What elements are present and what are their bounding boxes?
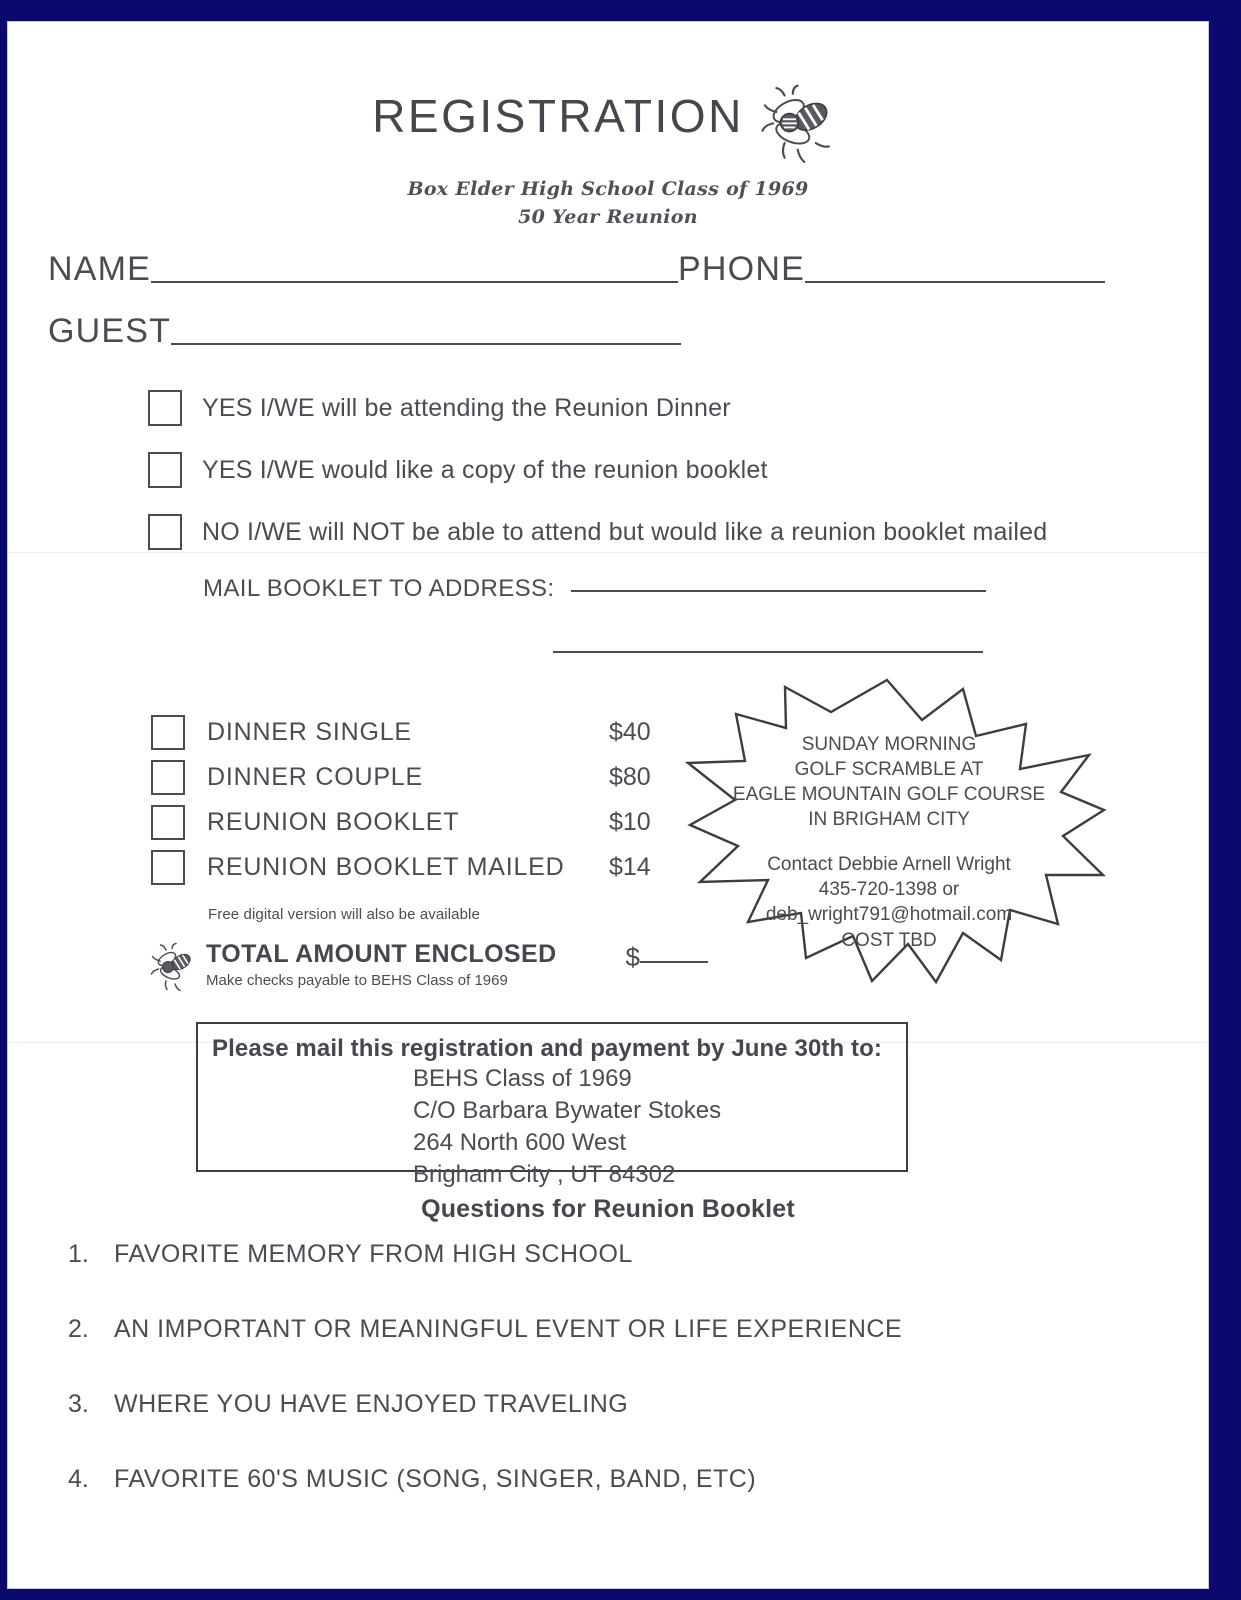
- question-number: 4.: [68, 1465, 89, 1493]
- bee-icon: [148, 942, 200, 992]
- currency-symbol: $: [625, 942, 640, 972]
- checkbox-reunion-booklet-mailed[interactable]: [151, 850, 185, 885]
- golf-line-2: GOLF SCRAMBLE AT: [794, 759, 984, 781]
- golf-contact-block: [716, 852, 1062, 952]
- golf-line-3: EAGLE MOUNTAIN GOLF COURSE: [732, 784, 1046, 806]
- questions-heading: Questions for Reunion Booklet: [421, 1195, 795, 1223]
- question-text: FAVORITE 60'S MUSIC (SONG, SINGER, BAND, ETC): [114, 1465, 757, 1493]
- phone-input[interactable]: [805, 281, 1105, 283]
- checks-payable-note: Make checks payable to BEHS Class of 1969: [206, 972, 508, 989]
- question-text: FAVORITE MEMORY FROM HIGH SCHOOL: [114, 1240, 633, 1268]
- price-row[interactable]: [151, 710, 681, 755]
- price-item-label: DINNER SINGLE: [207, 718, 412, 746]
- checkbox-dinner-single[interactable]: [151, 715, 185, 750]
- questions-list: [68, 1240, 1068, 1540]
- golf-cost: COST TBD: [841, 929, 937, 951]
- mailing-address-line: 264 North 600 West: [413, 1129, 627, 1157]
- mail-booklet-address-line-2-input[interactable]: [553, 651, 983, 653]
- mailing-address-line: C/O Barbara Bywater Stokes: [413, 1097, 722, 1125]
- mailing-headline: Please mail this registration and payment by June 30th to:: [212, 1035, 882, 1062]
- golf-callout-text: [716, 732, 1062, 953]
- golf-contact-email: deb_wright791@hotmail.com: [765, 904, 1013, 926]
- name-label: NAME: [48, 250, 152, 288]
- mailing-address-line: Brigham City , UT 84302: [413, 1161, 676, 1189]
- phone-label: PHONE: [678, 250, 805, 288]
- checkbox-want-booklet[interactable]: [148, 452, 182, 488]
- reunion-subtitle: 50 Year Reunion: [518, 205, 698, 228]
- free-digital-version-note: Free digital version will also be available: [208, 906, 480, 923]
- checkbox-reunion-booklet[interactable]: [151, 805, 185, 840]
- form-header: [8, 92, 1208, 231]
- question-text: WHERE YOU HAVE ENJOYED TRAVELING: [114, 1390, 629, 1418]
- price-row[interactable]: [151, 755, 681, 800]
- bee-icon: [758, 84, 844, 166]
- price-item-label: REUNION BOOKLET MAILED: [207, 853, 565, 881]
- mailing-instruction-box: [196, 1022, 908, 1189]
- title-row: [8, 92, 1208, 166]
- checkbox-dinner-couple[interactable]: [151, 760, 185, 795]
- checkbox-attending-dinner[interactable]: [148, 390, 182, 426]
- price-item-amount: $80: [609, 763, 651, 791]
- question-row: [68, 1465, 1068, 1494]
- attendance-option-label: YES I/WE would like a copy of the reunion booklet: [202, 455, 768, 484]
- school-subtitle: Box Elder High School Class of 1969: [407, 178, 809, 200]
- mailing-address-line: BEHS Class of 1969: [413, 1065, 632, 1092]
- price-item-amount: $10: [609, 808, 651, 836]
- question-number: 3.: [68, 1390, 89, 1418]
- name-phone-field-row: [48, 250, 1105, 289]
- scanned-form-page: [8, 22, 1208, 1588]
- name-input[interactable]: [151, 281, 678, 283]
- golf-scramble-callout: [668, 670, 1108, 992]
- golf-line-4: IN BRIGHAM CITY: [808, 809, 970, 831]
- price-item-label: REUNION BOOKLET: [207, 808, 460, 836]
- price-item-label: DINNER COUPLE: [207, 763, 423, 791]
- attendance-option-row[interactable]: [148, 390, 1108, 426]
- total-amount-row: [148, 940, 708, 992]
- question-number: 2.: [68, 1315, 89, 1343]
- total-amount-label: TOTAL AMOUNT ENCLOSED: [206, 940, 557, 968]
- question-row: [68, 1390, 1068, 1419]
- price-item-amount: $40: [609, 718, 651, 746]
- price-row[interactable]: [151, 800, 681, 845]
- question-row: [68, 1240, 1068, 1269]
- guest-field-row: [48, 312, 681, 351]
- page-title: REGISTRATION: [372, 90, 744, 142]
- golf-contact-name: Contact Debbie Arnell Wright: [767, 854, 1011, 876]
- mail-booklet-label: MAIL BOOKLET TO ADDRESS:: [203, 575, 555, 602]
- total-text-group: [206, 940, 626, 989]
- price-row[interactable]: [151, 845, 681, 890]
- attendance-option-row[interactable]: [148, 452, 1108, 488]
- attendance-option-row[interactable]: [148, 514, 1108, 550]
- price-item-amount: $14: [609, 853, 651, 881]
- mail-booklet-address-block: [203, 575, 1103, 653]
- golf-contact-phone: 435-720-1398 or: [818, 879, 960, 901]
- attendance-options-list: [148, 390, 1108, 576]
- question-text: AN IMPORTANT OR MEANINGFUL EVENT OR LIFE EXPERIENCE: [114, 1315, 903, 1343]
- question-row: [68, 1315, 1068, 1344]
- price-options-table: [151, 710, 681, 923]
- mail-booklet-address-line-1-input[interactable]: [571, 590, 986, 592]
- checkbox-not-attending-mail-booklet[interactable]: [148, 514, 182, 550]
- attendance-option-label: NO I/WE will NOT be able to attend but would like a reunion booklet mailed: [202, 517, 1048, 546]
- question-number: 1.: [68, 1240, 89, 1268]
- attendance-option-label: YES I/WE will be attending the Reunion Dinner: [202, 393, 731, 422]
- guest-input[interactable]: [171, 343, 681, 345]
- golf-line-1: SUNDAY MORNING: [801, 734, 977, 755]
- guest-label: GUEST: [48, 312, 172, 350]
